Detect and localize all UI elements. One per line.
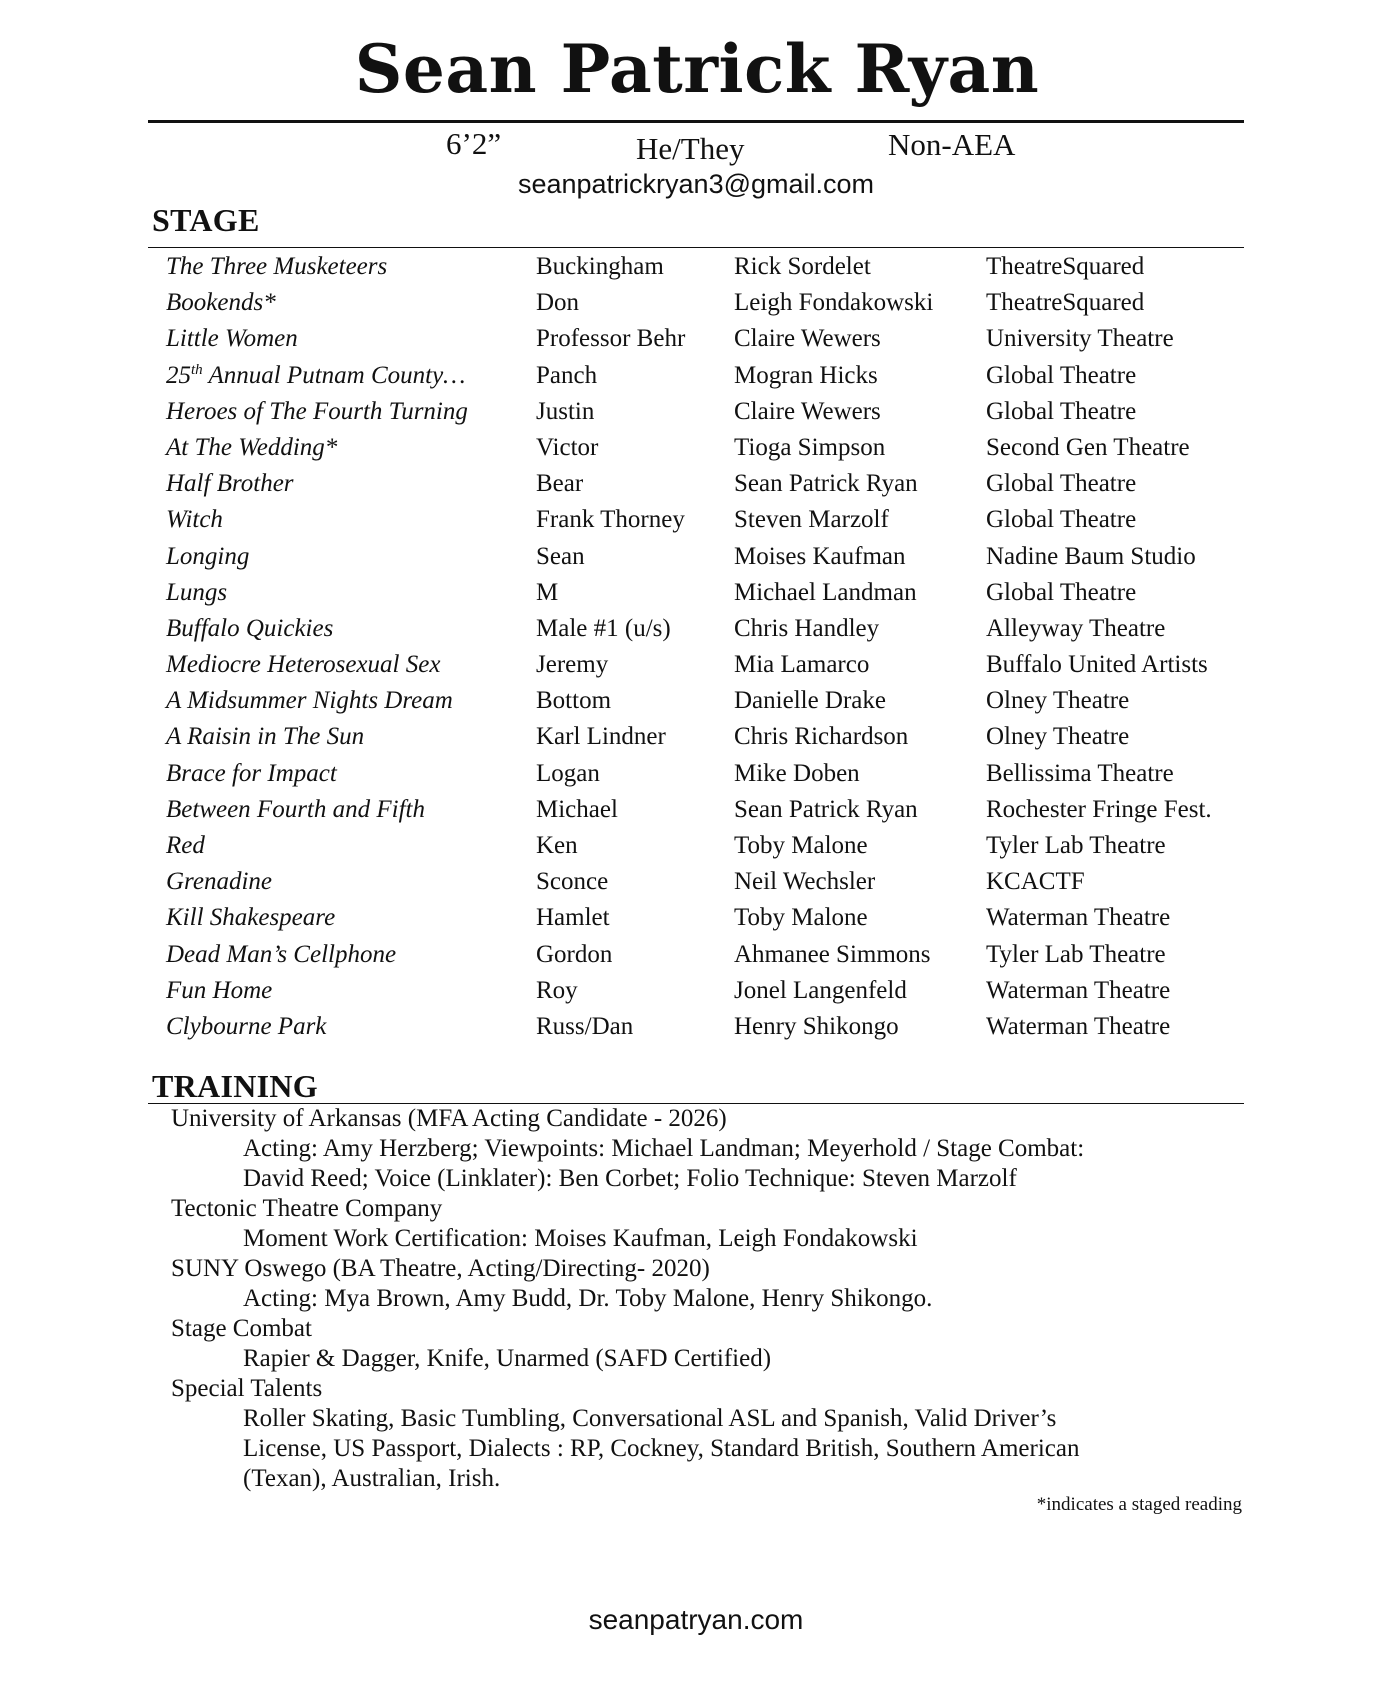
stage-credits-table <box>166 249 1256 1045</box>
production-title: Grenadine <box>166 868 272 896</box>
director-name: Mia Lamarco <box>734 651 870 679</box>
table-row <box>166 719 1256 755</box>
production-title: Between Fourth and Fifth <box>166 795 425 823</box>
production-title: Longing <box>166 542 250 570</box>
table-row <box>166 900 1256 936</box>
production-title: Half Brother <box>166 470 294 498</box>
training-detail-line: David Reed; Voice (Linklater): Ben Corbet; Folio Technique: Steven Marzolf <box>243 1165 1017 1192</box>
role-name: Jeremy <box>536 651 609 679</box>
production-title: Clybourne Park <box>166 1012 327 1040</box>
table-row <box>166 683 1256 719</box>
venue-name: Waterman Theatre <box>986 976 1171 1004</box>
table-row <box>166 973 1256 1009</box>
director-name: Mogran Hicks <box>734 361 878 389</box>
table-row <box>166 611 1256 647</box>
director-name: Michael Landman <box>734 578 917 606</box>
training-entry-heading: Special Talents <box>171 1375 323 1402</box>
director-name: Neil Wechsler <box>734 868 876 896</box>
venue-name: Buffalo United Artists <box>986 651 1208 679</box>
director-name: Mike Doben <box>734 759 860 787</box>
role-name: Karl Lindner <box>536 723 666 751</box>
table-row <box>166 575 1256 611</box>
venue-name: Waterman Theatre <box>986 1012 1171 1040</box>
director-name: Claire Wewers <box>734 397 881 425</box>
height-stat: 6’2” <box>446 126 502 161</box>
director-name: Tioga Simpson <box>734 433 886 461</box>
role-name: Sconce <box>536 868 609 896</box>
training-detail-line: (Texan), Australian, Irish. <box>243 1465 501 1492</box>
table-row <box>166 756 1256 792</box>
role-name: Gordon <box>536 940 613 968</box>
venue-name: Olney Theatre <box>986 723 1130 751</box>
production-title: Heroes of The Fourth Turning <box>166 397 468 425</box>
venue-name: Global Theatre <box>986 578 1137 606</box>
production-title: A Raisin in The Sun <box>166 723 365 751</box>
venue-name: Nadine Baum Studio <box>986 542 1196 570</box>
role-name: Logan <box>536 759 600 787</box>
role-name: M <box>536 578 559 606</box>
role-name: Sean <box>536 542 585 570</box>
director-name: Sean Patrick Ryan <box>734 470 918 498</box>
table-row <box>166 539 1256 575</box>
role-name: Hamlet <box>536 904 610 932</box>
director-name: Chris Richardson <box>734 723 909 751</box>
director-name: Toby Malone <box>734 904 868 932</box>
title-number: 25 <box>166 361 191 389</box>
production-title: Witch <box>166 506 223 534</box>
training-detail-line: License, US Passport, Dialects : RP, Cockney, Standard British, Southern American <box>243 1435 1080 1462</box>
director-name: Steven Marzolf <box>734 506 889 534</box>
role-name: Bottom <box>536 687 612 715</box>
table-row <box>166 285 1256 321</box>
training-detail-line: Rapier & Dagger, Knife, Unarmed (SAFD Certified) <box>243 1345 772 1372</box>
training-entry-heading: University of Arkansas (MFA Acting Candidate - 2026) <box>171 1105 727 1132</box>
director-name: Ahmanee Simmons <box>734 940 931 968</box>
title-ordinal: th <box>191 361 203 378</box>
director-name: Leigh Fondakowski <box>734 289 934 317</box>
production-title: Bookends* <box>166 289 276 317</box>
training-entry-heading: Tectonic Theatre Company <box>171 1195 443 1222</box>
director-name: Rick Sordelet <box>734 253 871 280</box>
venue-name: Rochester Fringe Fest. <box>986 795 1212 823</box>
production-title: Red <box>166 832 205 859</box>
venue-name: Tyler Lab Theatre <box>986 832 1166 859</box>
role-name: Panch <box>536 361 598 389</box>
table-row <box>166 792 1256 828</box>
venue-name: Waterman Theatre <box>986 904 1171 932</box>
role-name: Buckingham <box>536 253 664 280</box>
table-row <box>166 394 1256 430</box>
email-address[interactable]: seanpatrickryan3@gmail.com <box>517 169 875 199</box>
venue-name: Alleyway Theatre <box>986 614 1166 642</box>
production-title: Lungs <box>166 578 228 606</box>
venue-name: KCACTF <box>986 868 1085 896</box>
director-name: Toby Malone <box>734 832 868 859</box>
director-name: Moises Kaufman <box>734 542 906 570</box>
production-title: A Midsummer Nights Dream <box>166 687 453 715</box>
union-status: Non-AEA <box>888 127 1016 162</box>
table-row <box>166 1009 1256 1045</box>
stage-heading: STAGE <box>152 202 260 238</box>
table-row <box>166 249 1256 285</box>
staged-reading-footnote: *indicates a staged reading <box>1036 1494 1242 1515</box>
venue-name: TheatreSquared <box>986 289 1145 317</box>
director-name: Jonel Langenfeld <box>734 976 907 1004</box>
venue-name: Tyler Lab Theatre <box>986 940 1166 968</box>
training-detail-line: Roller Skating, Basic Tumbling, Conversational ASL and Spanish, Valid Driver’s <box>243 1405 1057 1432</box>
table-row <box>166 864 1256 900</box>
table-row <box>166 937 1256 973</box>
role-name: Male #1 (u/s) <box>536 614 671 642</box>
venue-name: Global Theatre <box>986 361 1137 389</box>
table-row <box>166 321 1256 357</box>
role-name: Michael <box>536 795 618 823</box>
table-row <box>166 358 1256 394</box>
director-name: Henry Shikongo <box>734 1012 899 1040</box>
role-name: Frank Thorney <box>536 506 685 534</box>
venue-name: University Theatre <box>986 325 1174 353</box>
role-name: Professor Behr <box>536 325 686 353</box>
role-name: Justin <box>536 397 595 425</box>
production-title: Dead Man’s Cellphone <box>166 940 397 968</box>
production-title <box>166 358 465 394</box>
role-name: Russ/Dan <box>536 1012 634 1040</box>
production-title: The Three Musketeers <box>166 253 388 280</box>
director-name: Claire Wewers <box>734 325 881 353</box>
training-entry-heading: SUNY Oswego (BA Theatre, Acting/Directing- 2020) <box>171 1255 710 1282</box>
table-row <box>166 430 1256 466</box>
training-list <box>171 1104 1261 1494</box>
role-name: Bear <box>536 470 584 498</box>
header-divider <box>148 120 1244 123</box>
training-entry-heading: Stage Combat <box>171 1315 312 1342</box>
production-title: Fun Home <box>166 976 273 1004</box>
venue-name: Global Theatre <box>986 397 1137 425</box>
director-name: Sean Patrick Ryan <box>734 795 918 823</box>
venue-name: Global Theatre <box>986 506 1137 534</box>
website-link[interactable]: seanpatryan.com <box>588 1604 804 1635</box>
role-name: Roy <box>536 976 578 1004</box>
venue-name: Second Gen Theatre <box>986 433 1190 461</box>
production-title: Kill Shakespeare <box>166 904 336 932</box>
title-text: Annual Putnam County… <box>202 361 466 389</box>
training-detail-line: Acting: Mya Brown, Amy Budd, Dr. Toby Malone, Henry Shikongo. <box>243 1285 933 1312</box>
table-row <box>166 466 1256 502</box>
table-row <box>166 828 1256 864</box>
training-heading: TRAINING <box>152 1068 318 1104</box>
stage-divider <box>148 247 1244 248</box>
role-name: Ken <box>536 832 578 859</box>
table-row <box>166 502 1256 538</box>
director-name: Chris Handley <box>734 614 880 642</box>
pronouns-stat: He/They <box>636 131 745 166</box>
venue-name: Global Theatre <box>986 470 1137 498</box>
training-detail-line: Moment Work Certification: Moises Kaufman, Leigh Fondakowski <box>243 1225 918 1252</box>
training-detail-line: Acting: Amy Herzberg; Viewpoints: Michael Landman; Meyerhold / Stage Combat: <box>243 1135 1085 1162</box>
production-title: Brace for Impact <box>166 759 337 787</box>
venue-name: Bellissima Theatre <box>986 759 1174 787</box>
table-row <box>166 647 1256 683</box>
director-name: Danielle Drake <box>734 687 887 715</box>
venue-name: Olney Theatre <box>986 687 1130 715</box>
production-title: Mediocre Heterosexual Sex <box>166 651 441 679</box>
role-name: Don <box>536 289 580 317</box>
venue-name: TheatreSquared <box>986 253 1145 280</box>
actor-name: Sean Patrick Ryan <box>354 30 1040 108</box>
production-title: Buffalo Quickies <box>166 614 334 642</box>
role-name: Victor <box>536 433 599 461</box>
production-title: Little Women <box>166 325 298 353</box>
production-title: At The Wedding* <box>166 433 338 461</box>
